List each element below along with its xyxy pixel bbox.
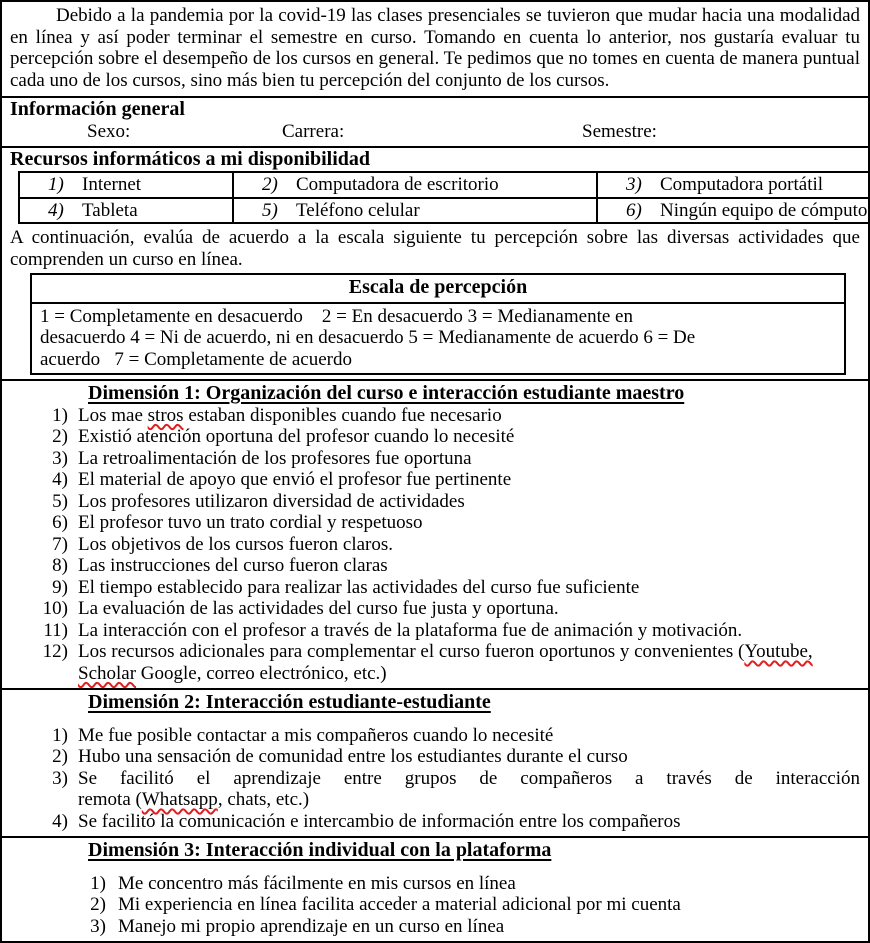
- item-number: 6): [52, 512, 68, 533]
- dimension-2-section: [2, 688, 868, 836]
- list-item: [2, 512, 860, 534]
- info-general-title: Información general: [10, 98, 185, 120]
- item-number: 2): [90, 894, 106, 915]
- item-text: , chats, etc.): [217, 789, 310, 810]
- list-item: [2, 641, 860, 684]
- list-item: [2, 491, 860, 513]
- item-text: estaban disponibles cuando fue necesario: [183, 404, 502, 426]
- item-number: 2): [52, 426, 68, 447]
- misspelled-word: Youtube,: [744, 641, 813, 662]
- recurso-cell-telefono-celular: [233, 198, 597, 224]
- info-general-fields: [10, 121, 860, 143]
- item-number: 5): [52, 490, 68, 512]
- list-item: [2, 405, 860, 427]
- list-item: [2, 746, 860, 768]
- item-number: 3): [90, 915, 106, 937]
- item-text: La interacción con el profesor a través de la plataforma fue de animación y motivación.: [78, 619, 743, 641]
- list-item: [2, 873, 860, 895]
- item-text: Se facilitó el aprendizaje entre grupos de compañeros a través de interacción: [78, 767, 860, 789]
- list-item: [2, 448, 860, 470]
- list-item: [2, 577, 860, 599]
- item-text: El tiempo establecido para realizar las actividades del curso fue suficiente: [78, 576, 640, 598]
- item-label: Ningún equipo de cómputo: [660, 199, 868, 221]
- dimension-1-section: [2, 379, 868, 688]
- dimension-3-section: [2, 836, 868, 941]
- list-item: [2, 811, 860, 833]
- list-item: [2, 725, 860, 747]
- list-item: [2, 894, 860, 916]
- dimension-1-title: Dimensión 1: Organización del curso e interacción estudiante maestro: [88, 382, 685, 404]
- recursos-table: [18, 171, 870, 224]
- misspelled-word: stros: [147, 404, 184, 426]
- item-number: 3): [52, 767, 68, 789]
- item-number: 3): [52, 447, 68, 469]
- item-text: remota (: [78, 789, 142, 810]
- recurso-cell-ningun-equipo: [597, 198, 870, 224]
- item-number: 7): [52, 533, 68, 555]
- item-number: 1): [52, 724, 68, 746]
- dimension-1-list: [2, 405, 868, 685]
- item-number: 1): [48, 174, 64, 195]
- item-number: 2): [262, 174, 278, 195]
- escala-line: 1 = Completamente en desacuerdo 2 = En desacuerdo 3 = Medianamente en: [40, 305, 633, 327]
- item-label: Computadora portátil: [660, 174, 824, 195]
- escala-line: acuerdo 7 = Completamente de acuerdo: [40, 348, 352, 370]
- dimension-3-title-row: [2, 840, 868, 862]
- recursos-section: [2, 146, 868, 376]
- item-number: 4): [48, 199, 64, 221]
- recurso-cell-tableta: [19, 198, 233, 224]
- spacer: [2, 714, 868, 725]
- item-label: Internet: [82, 174, 142, 195]
- item-text: Los mae: [78, 404, 148, 426]
- list-item: [2, 426, 860, 448]
- intro-section: [2, 2, 868, 96]
- item-number: 2): [52, 746, 68, 767]
- info-general-section: [2, 96, 868, 146]
- carrera-field-label: Carrera:: [282, 120, 345, 142]
- list-item: [2, 534, 860, 556]
- item-number: 4): [52, 810, 68, 832]
- item-label: Teléfono celular: [296, 199, 420, 221]
- item-text: Las instrucciones del curso fueron claras: [78, 555, 388, 576]
- escala-box: [30, 273, 846, 375]
- item-text: La evaluación de las actividades del curso fue justa y oportuna.: [78, 598, 559, 619]
- semestre-field-label: Semestre:: [582, 120, 657, 142]
- instruction-paragraph: A continuación, evalúa de acuerdo a la escala siguiente tu percepción sobre las diversas actividades que comprenden un curso en línea.: [10, 227, 860, 270]
- list-item: [2, 469, 860, 491]
- dimension-2-title-row: [2, 692, 868, 714]
- list-item: [2, 768, 860, 811]
- item-text: Hubo una sensación de comunidad entre los estudiantes durante el curso: [78, 746, 628, 767]
- item-number: 9): [52, 576, 68, 598]
- recurso-cell-computadora-portatil: [597, 172, 870, 198]
- item-text: La retroalimentación de los profesores fue oportuna: [78, 447, 472, 469]
- table-row: [19, 198, 870, 224]
- misspelled-word: Scholar: [78, 662, 137, 684]
- dimension-3-list: [2, 873, 868, 938]
- dimension-2-list: [2, 725, 868, 833]
- dimension-3-title: Dimensión 3: Interacción individual con la plataforma: [88, 839, 552, 861]
- item-number: 11): [43, 619, 68, 641]
- list-item: [2, 598, 860, 620]
- list-item: [2, 555, 860, 577]
- item-label: Tableta: [82, 199, 138, 221]
- item-number: 10): [42, 598, 68, 619]
- escala-body: [32, 304, 844, 374]
- item-number: 5): [262, 199, 278, 221]
- recursos-title: Recursos informáticos a mi disponibilidad: [10, 147, 371, 170]
- item-number: 4): [52, 469, 68, 490]
- table-row: [19, 172, 870, 198]
- item-number: 6): [626, 199, 642, 221]
- dimension-1-title-row: [2, 383, 868, 405]
- item-text: Existió atención oportuna del profesor cuando lo necesité: [78, 426, 515, 447]
- item-text: Se facilitó la comunicación e intercambio de información entre los compañeros: [78, 810, 681, 832]
- dimension-2-title: Dimensión 2: Interacción estudiante-estudiante: [88, 691, 491, 713]
- item-text: Me fue posible contactar a mis compañeros cuando lo necesité: [78, 724, 554, 746]
- item-text: Me concentro más fácilmente en mis cursos en línea: [118, 872, 516, 894]
- item-text: Mi experiencia en línea facilita acceder a material adicional por mi cuenta: [118, 894, 681, 915]
- list-item: [2, 620, 860, 642]
- item-label: Computadora de escritorio: [296, 174, 499, 195]
- escala-title: Escala de percepción: [32, 275, 844, 304]
- sexo-field-label: Sexo:: [87, 120, 131, 142]
- item-number: 3): [626, 174, 642, 195]
- item-number: 1): [52, 404, 68, 426]
- item-text: Los objetivos de los cursos fueron claros.: [78, 533, 394, 555]
- item-text: Google, correo electrónico, etc.): [136, 662, 387, 684]
- item-text: El profesor tuvo un trato cordial y respetuoso: [78, 512, 423, 533]
- spacer: [2, 862, 868, 873]
- intro-paragraph: Debido a la pandemia por la covid-19 las clases presenciales se tuvieron que mudar hacia una modalidad en línea y así poder terminar el semestre en curso. Tomando en cuenta lo anterior, nos gustaría evaluar tu percepción sobre el desempeño de los cursos en general. Te pedimos que no tomes en cuenta de manera puntual cada uno de los cursos, sino más bien tu percepción del conjunto de los cursos.: [10, 5, 860, 91]
- list-item: [2, 916, 860, 938]
- item-number: 8): [52, 555, 68, 576]
- item-text: Los profesores utilizaron diversidad de actividades: [78, 490, 465, 512]
- item-text: Manejo mi propio aprendizaje en un curso en línea: [118, 915, 505, 937]
- escala-line: desacuerdo 4 = Ni de acuerdo, ni en desacuerdo 5 = Medianamente de acuerdo 6 = De: [40, 327, 696, 348]
- item-number: 1): [90, 872, 106, 894]
- misspelled-word: Whatsapp: [141, 789, 218, 810]
- item-number: 12): [42, 641, 68, 662]
- item-text: Los recursos adicionales para complementar el curso fueron oportunos y convenientes (: [78, 641, 745, 662]
- recurso-cell-computadora-escritorio: [233, 172, 597, 198]
- item-text: El material de apoyo que envió el profesor fue pertinente: [78, 469, 512, 490]
- recurso-cell-internet: [19, 172, 233, 198]
